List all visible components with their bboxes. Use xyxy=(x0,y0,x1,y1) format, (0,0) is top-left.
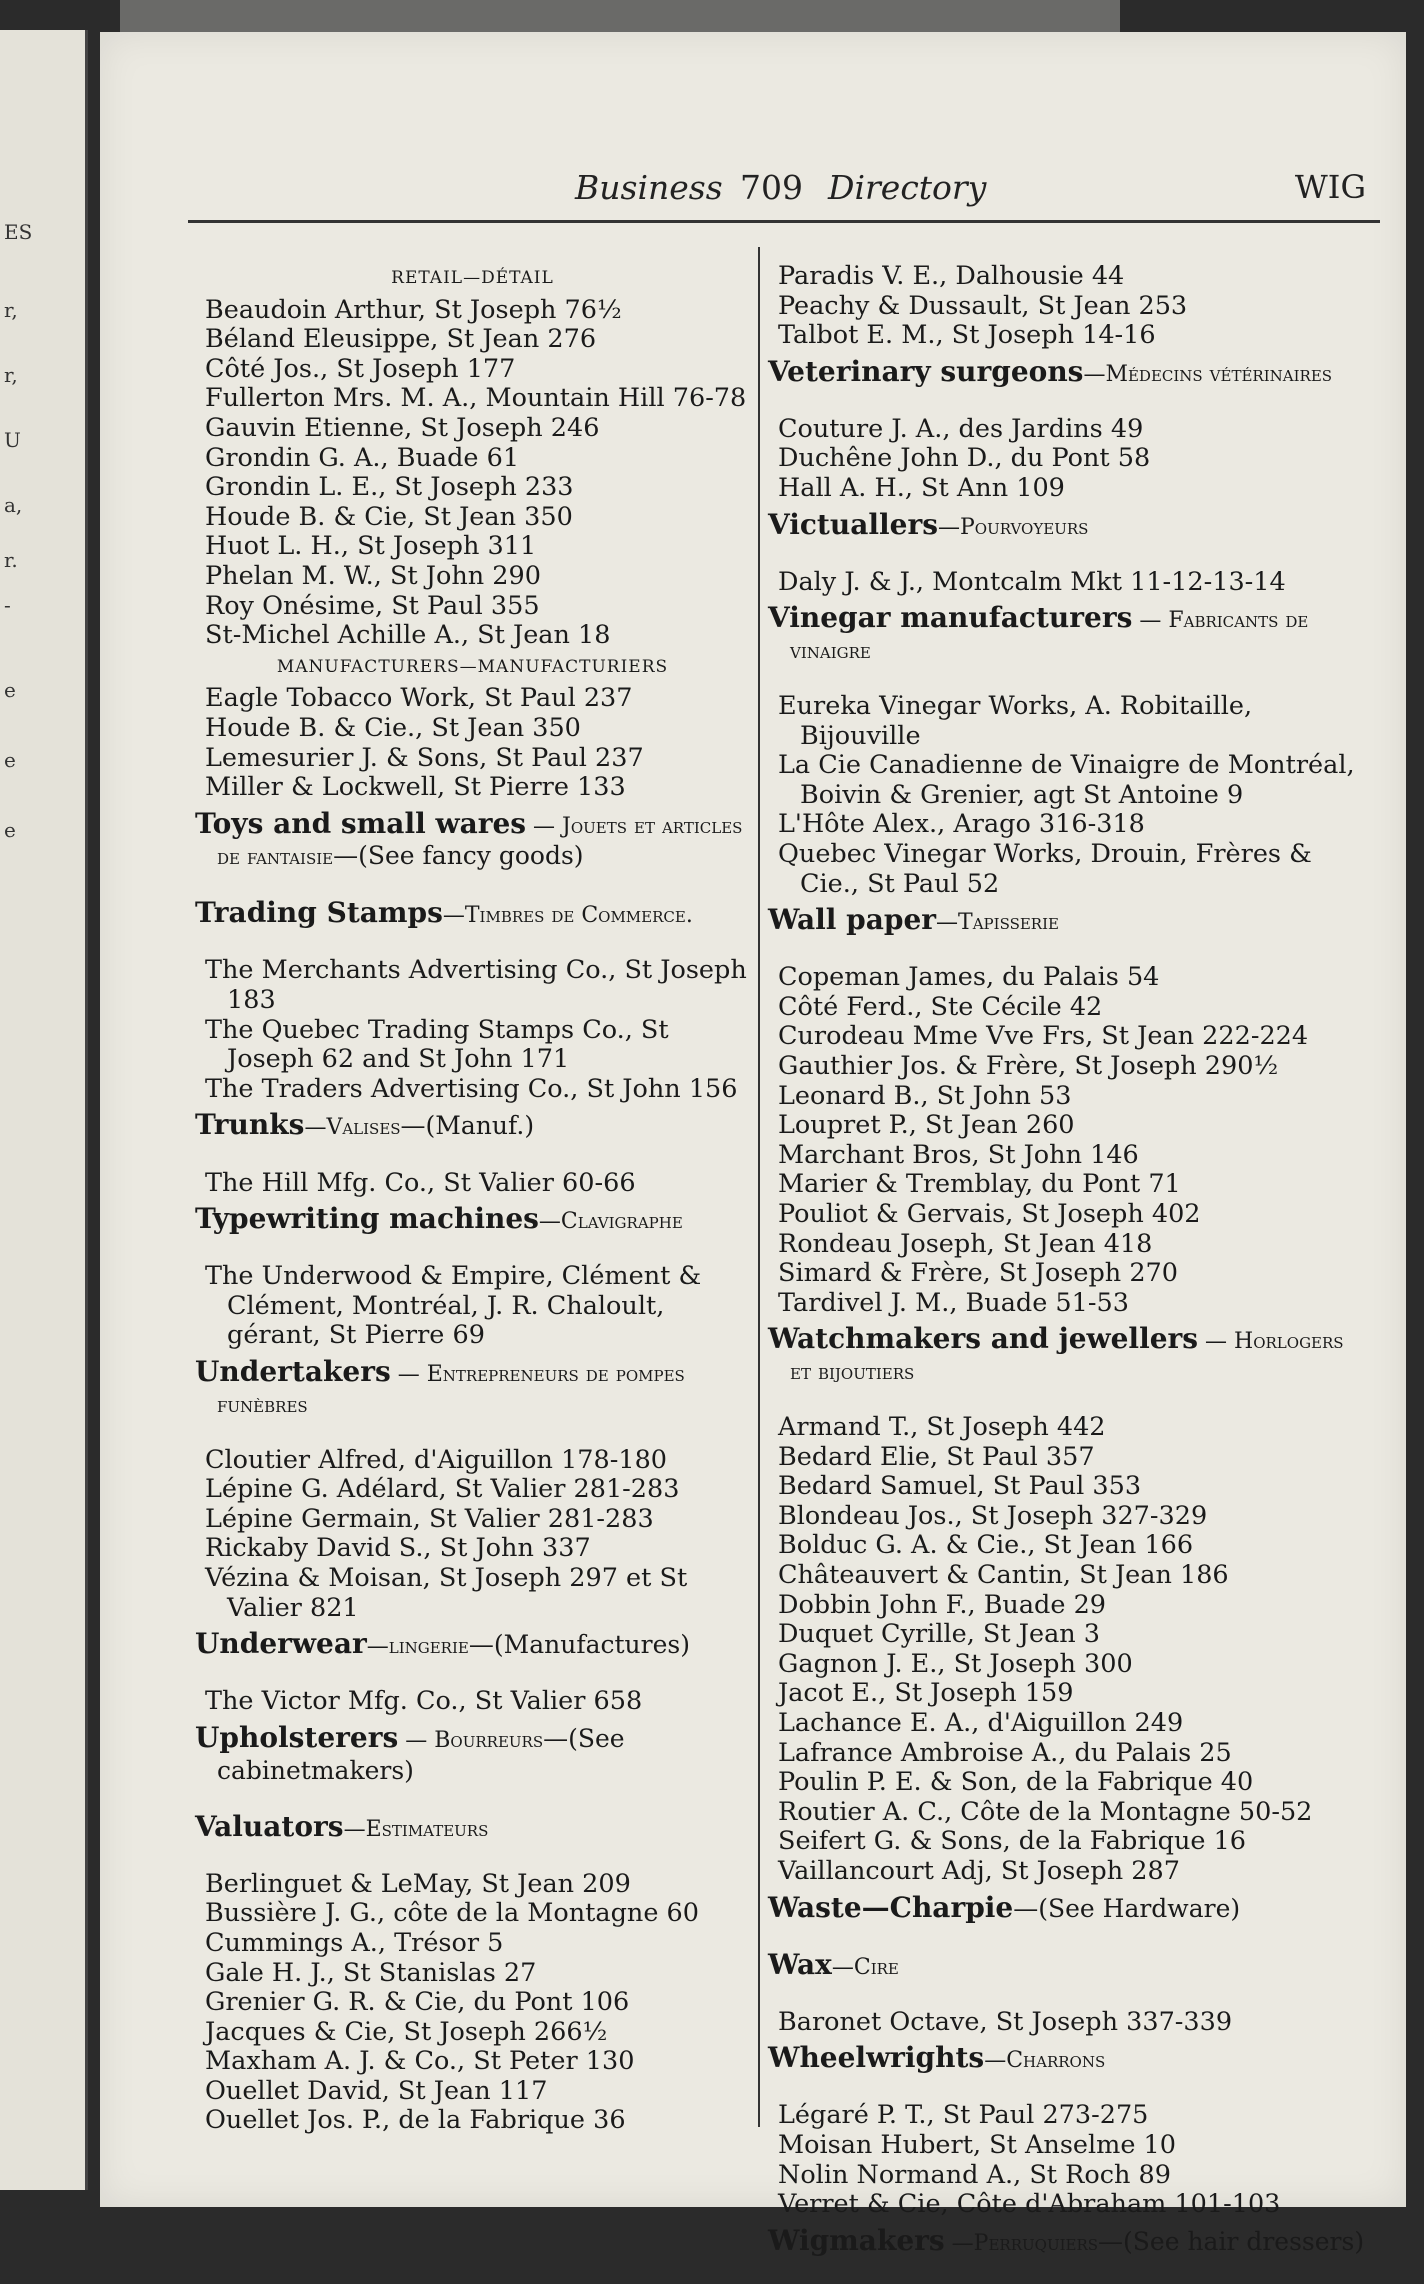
adjacent-page-fragment: ES xyxy=(4,220,33,244)
category-heading xyxy=(195,806,750,873)
directory-entry: Baronet Octave, St Joseph 337-339 xyxy=(778,2006,1233,2037)
category-name: Wheelwrights xyxy=(768,2041,985,2075)
directory-entry: Houde B. & Cie, St Jean 350 xyxy=(205,501,573,532)
directory-entry: Bussière J. G., côte de la Montagne 60 xyxy=(205,1898,699,1929)
directory-entry: Daly J. & J., Montcalm Mkt 11-12-13-14 xyxy=(778,566,1286,597)
directory-entry: Hall A. H., St Ann 109 xyxy=(778,473,1065,504)
header-title-left: Business xyxy=(575,168,723,207)
adjacent-page-fragment: - xyxy=(4,593,11,617)
directory-entry: Rondeau Joseph, St Jean 418 xyxy=(778,1228,1153,1259)
directory-entry: Gauvin Etienne, St Joseph 246 xyxy=(205,412,600,443)
directory-entry: Curodeau Mme Vve Frs, St Jean 222-224 xyxy=(778,1021,1309,1052)
directory-entry: Loupret P., St Jean 260 xyxy=(778,1110,1075,1141)
directory-entry: Grondin L. E., St Joseph 233 xyxy=(205,472,574,503)
category-heading xyxy=(768,1947,1368,1983)
directory-entry: Huot L. H., St Joseph 311 xyxy=(205,531,537,562)
directory-entry: Copeman James, du Palais 54 xyxy=(778,962,1160,993)
adjacent-page-fragment: e xyxy=(4,818,16,842)
directory-entry: Berlinguet & LeMay, St Jean 209 xyxy=(205,1868,631,1899)
category-french: — Entrepreneurs de pompes funèbres xyxy=(217,1362,685,1418)
header-rule xyxy=(188,220,1380,223)
category-french: — Jouets et articles de fantaisie xyxy=(217,813,743,871)
directory-entry: Ouellet David, St Jean 117 xyxy=(205,2075,548,2106)
category-french: —Médecins vétérinaires xyxy=(1083,361,1333,387)
category-note: —(See hair dressers) xyxy=(1098,2226,1365,2256)
directory-entry: Lafrance Ambroise A., du Palais 25 xyxy=(778,1737,1232,1768)
category-heading xyxy=(768,507,1368,543)
directory-entry: Peachy & Dussault, St Jean 253 xyxy=(778,290,1188,321)
directory-entry: Fullerton Mrs. M. A., Mountain Hill 76-78 xyxy=(205,383,747,414)
header-title-right: Directory xyxy=(828,168,987,207)
category-french: —Timbres de Commerce. xyxy=(442,903,693,929)
category-heading xyxy=(768,905,1368,938)
directory-entry: Maxham A. J. & Co., St Peter 130 xyxy=(205,2046,635,2077)
category-name: Toys and small wares xyxy=(195,806,527,840)
directory-entry: Jacques & Cie, St Joseph 266½ xyxy=(205,2016,608,2047)
directory-entry: Eureka Vinegar Works, A. Robitaille, Bijouville xyxy=(778,691,1253,751)
category-heading xyxy=(768,603,1368,666)
directory-entry: Gauthier Jos. & Frère, St Joseph 290½ xyxy=(778,1051,1279,1082)
directory-entry: Seifert G. & Sons, de la Fabrique 16 xyxy=(778,1826,1247,1857)
adjacent-page-fragment: U xyxy=(4,428,21,452)
category-french: —Estimateurs xyxy=(343,1816,489,1842)
category-name: Vinegar manufacturers xyxy=(768,601,1133,635)
directory-entry: Grondin G. A., Buade 61 xyxy=(205,442,520,473)
directory-entry: Cloutier Alfred, d'Aiguillon 178-180 xyxy=(205,1444,668,1475)
category-heading xyxy=(195,898,750,931)
guide-word: WIG xyxy=(1294,168,1366,206)
subheading: MANUFACTURERS—MANUFACTURIERS xyxy=(276,656,669,677)
directory-entry: Armand T., St Joseph 442 xyxy=(778,1412,1106,1443)
directory-entry: Poulin P. E. & Son, de la Fabrique 40 xyxy=(778,1767,1254,1798)
directory-entry: Jacot E., St Joseph 159 xyxy=(778,1678,1074,1709)
category-french: — Horlogers et bijoutiers xyxy=(790,1329,1344,1385)
category-name: Underwear xyxy=(195,1627,367,1661)
directory-entry: St-Michel Achille A., St Jean 18 xyxy=(205,620,611,651)
directory-entry: Houde B. & Cie., St Jean 350 xyxy=(205,712,581,743)
directory-entry: The Merchants Advertising Co., St Joseph 183 xyxy=(205,955,747,1016)
directory-entry: Leonard B., St John 53 xyxy=(778,1080,1072,1111)
category-name: Waste—Charpie xyxy=(768,1890,1014,1924)
category-heading xyxy=(195,1629,750,1662)
left-column xyxy=(195,262,750,2136)
category-name: Wigmakers xyxy=(768,2223,945,2257)
category-name: Watchmakers and jewellers xyxy=(768,1322,1199,1356)
subheading: RETAIL—DÉTAIL xyxy=(391,268,554,288)
category-heading xyxy=(768,2223,1368,2259)
directory-entry: Moisan Hubert, St Anselme 10 xyxy=(778,2130,1176,2161)
category-heading xyxy=(195,1809,750,1845)
directory-entry: Eagle Tobacco Work, St Paul 237 xyxy=(205,683,633,714)
directory-entry: Marchant Bros, St John 146 xyxy=(778,1139,1139,1170)
directory-page xyxy=(100,32,1406,2257)
category-heading xyxy=(768,354,1368,390)
directory-entry: Duchêne John D., du Pont 58 xyxy=(778,443,1151,474)
category-note: —(Manuf.) xyxy=(400,1111,535,1141)
directory-entry: Bolduc G. A. & Cie., St Jean 166 xyxy=(778,1530,1194,1561)
directory-entry: Blondeau Jos., St Joseph 327-329 xyxy=(778,1500,1208,1531)
category-name: Victuallers xyxy=(768,507,938,541)
directory-entry: Lépine G. Adélard, St Valier 281-283 xyxy=(205,1474,680,1505)
category-name: Wax xyxy=(768,1947,832,1981)
adjacent-page-strip xyxy=(0,30,88,2190)
directory-entry: Lemesurier J. & Sons, St Paul 237 xyxy=(205,742,644,773)
right-column xyxy=(768,262,1368,2284)
category-name: Veterinary surgeons xyxy=(768,354,1084,388)
category-note: —(See cabinetmakers) xyxy=(217,1723,625,1785)
directory-entry: Gagnon J. E., St Joseph 300 xyxy=(778,1648,1133,1679)
adjacent-page-fragment: e xyxy=(4,678,16,702)
directory-entry: Cummings A., Trésor 5 xyxy=(205,1927,504,1958)
adjacent-page-fragment: r, xyxy=(4,298,18,322)
category-note: —(See Hardware) xyxy=(1013,1893,1241,1923)
directory-entry: Beaudoin Arthur, St Joseph 76½ xyxy=(205,294,622,325)
category-note: —(Manufactures) xyxy=(468,1630,690,1660)
category-french: — Bourreurs xyxy=(398,1727,544,1753)
directory-entry: Ouellet Jos. P., de la Fabrique 36 xyxy=(205,2105,626,2136)
category-french: —Cire xyxy=(831,1954,899,1980)
directory-entry: Talbot E. M., St Joseph 14-16 xyxy=(778,320,1156,351)
directory-entry: Vézina & Moisan, St Joseph 297 et St Valier 821 xyxy=(205,1563,688,1623)
category-note: —(See fancy goods) xyxy=(333,841,584,871)
directory-entry: La Cie Canadienne de Vinaigre de Montréal, Boivin & Grenier, agt St Antoine 9 xyxy=(778,750,1355,810)
directory-entry: Vaillancourt Adj, St Joseph 287 xyxy=(778,1856,1180,1886)
category-name: Valuators xyxy=(195,1809,344,1843)
category-name: Trunks xyxy=(195,1108,305,1142)
directory-entry: Tardivel J. M., Buade 51-53 xyxy=(778,1287,1129,1318)
directory-entry: Gale H. J., St Stanislas 27 xyxy=(205,1957,537,1988)
category-french: —Charrons xyxy=(984,2048,1106,2074)
category-heading xyxy=(768,2043,1368,2076)
adjacent-page-fragment: r, xyxy=(4,363,18,387)
category-french: —lingerie xyxy=(366,1634,469,1660)
directory-entry: Rickaby David S., St John 337 xyxy=(205,1533,591,1564)
directory-entry: Nolin Normand A., St Roch 89 xyxy=(778,2159,1171,2190)
directory-entry: L'Hôte Alex., Arago 316-318 xyxy=(778,809,1145,840)
adjacent-page-fragment: a, xyxy=(4,493,23,517)
directory-entry: Lachance E. A., d'Aiguillon 249 xyxy=(778,1708,1184,1739)
category-heading xyxy=(195,1204,750,1237)
directory-entry: Pouliot & Gervais, St Joseph 402 xyxy=(778,1199,1201,1230)
category-name: Trading Stamps xyxy=(195,896,443,930)
directory-entry: Duquet Cyrille, St Jean 3 xyxy=(778,1619,1101,1650)
directory-entry: Bedard Samuel, St Paul 353 xyxy=(778,1471,1142,1502)
category-french: —Valises xyxy=(304,1115,401,1141)
category-french: —Perruquiers xyxy=(944,2230,1099,2256)
directory-entry: Phelan M. W., St John 290 xyxy=(205,560,541,591)
category-heading xyxy=(195,1720,750,1786)
directory-entry: Dobbin John F., Buade 29 xyxy=(778,1589,1107,1620)
directory-entry: Châteauvert & Cantin, St Jean 186 xyxy=(778,1560,1229,1591)
directory-entry: Miller & Lockwell, St Pierre 133 xyxy=(205,772,626,803)
page-number: 709 xyxy=(740,168,803,207)
directory-entry: The Traders Advertising Co., St John 156 xyxy=(205,1073,738,1104)
directory-entry: Roy Onésime, St Paul 355 xyxy=(205,590,540,621)
directory-entry: The Quebec Trading Stamps Co., St Joseph 62 and St John 171 xyxy=(205,1014,669,1075)
category-heading xyxy=(195,1357,750,1420)
column-divider xyxy=(758,247,760,2127)
directory-entry: Lépine Germain, St Valier 281-283 xyxy=(205,1503,654,1534)
directory-entry: Couture J. A., des Jardins 49 xyxy=(778,413,1144,444)
category-name: Upholsterers xyxy=(195,1720,399,1754)
directory-entry: Bedard Elie, St Paul 357 xyxy=(778,1441,1095,1472)
directory-entry: The Underwood & Empire, Clément & Clément, Montréal, J. R. Chaloult, gérant, St Pierre 69 xyxy=(205,1261,702,1351)
directory-entry: The Victor Mfg. Co., St Valier 658 xyxy=(205,1686,643,1717)
directory-entry: Légaré P. T., St Paul 273-275 xyxy=(778,2100,1149,2131)
adjacent-page-fragment: e xyxy=(4,748,16,772)
category-french: —Clavigraphe xyxy=(538,1209,683,1235)
category-name: Typewriting machines xyxy=(195,1202,539,1236)
directory-entry: Grenier G. R. & Cie, du Pont 106 xyxy=(205,1987,630,2018)
directory-entry: Marier & Tremblay, du Pont 71 xyxy=(778,1169,1181,1200)
category-heading xyxy=(768,1324,1368,1387)
directory-entry: The Hill Mfg. Co., St Valier 60-66 xyxy=(205,1167,636,1198)
page-header xyxy=(100,160,1406,210)
directory-entry: Simard & Frère, St Joseph 270 xyxy=(778,1258,1178,1289)
directory-entry: Béland Eleusippe, St Jean 276 xyxy=(205,324,597,355)
category-french: — Fabricants de vinaigre xyxy=(790,608,1309,664)
adjacent-page-fragment: r. xyxy=(4,548,18,572)
directory-entry: Quebec Vinegar Works, Drouin, Frères & Cie., St Paul 52 xyxy=(778,839,1312,899)
category-heading xyxy=(195,1110,750,1143)
category-name: Undertakers xyxy=(195,1355,391,1388)
directory-entry: Côté Jos., St Joseph 177 xyxy=(205,353,516,384)
directory-entry: Côté Ferd., Ste Cécile 42 xyxy=(778,991,1103,1022)
category-name: Wall paper xyxy=(768,903,937,937)
directory-entry: Paradis V. E., Dalhousie 44 xyxy=(778,261,1125,291)
book-edge xyxy=(120,0,1120,34)
directory-entry: Verret & Cie, Côte d'Abraham 101-103 xyxy=(778,2189,1281,2220)
category-heading xyxy=(768,1890,1368,1925)
directory-entry: Routier A. C., Côte de la Montagne 50-52 xyxy=(778,1796,1313,1827)
category-french: —Tapisserie xyxy=(936,910,1059,936)
category-french: —Pourvoyeurs xyxy=(937,514,1089,540)
